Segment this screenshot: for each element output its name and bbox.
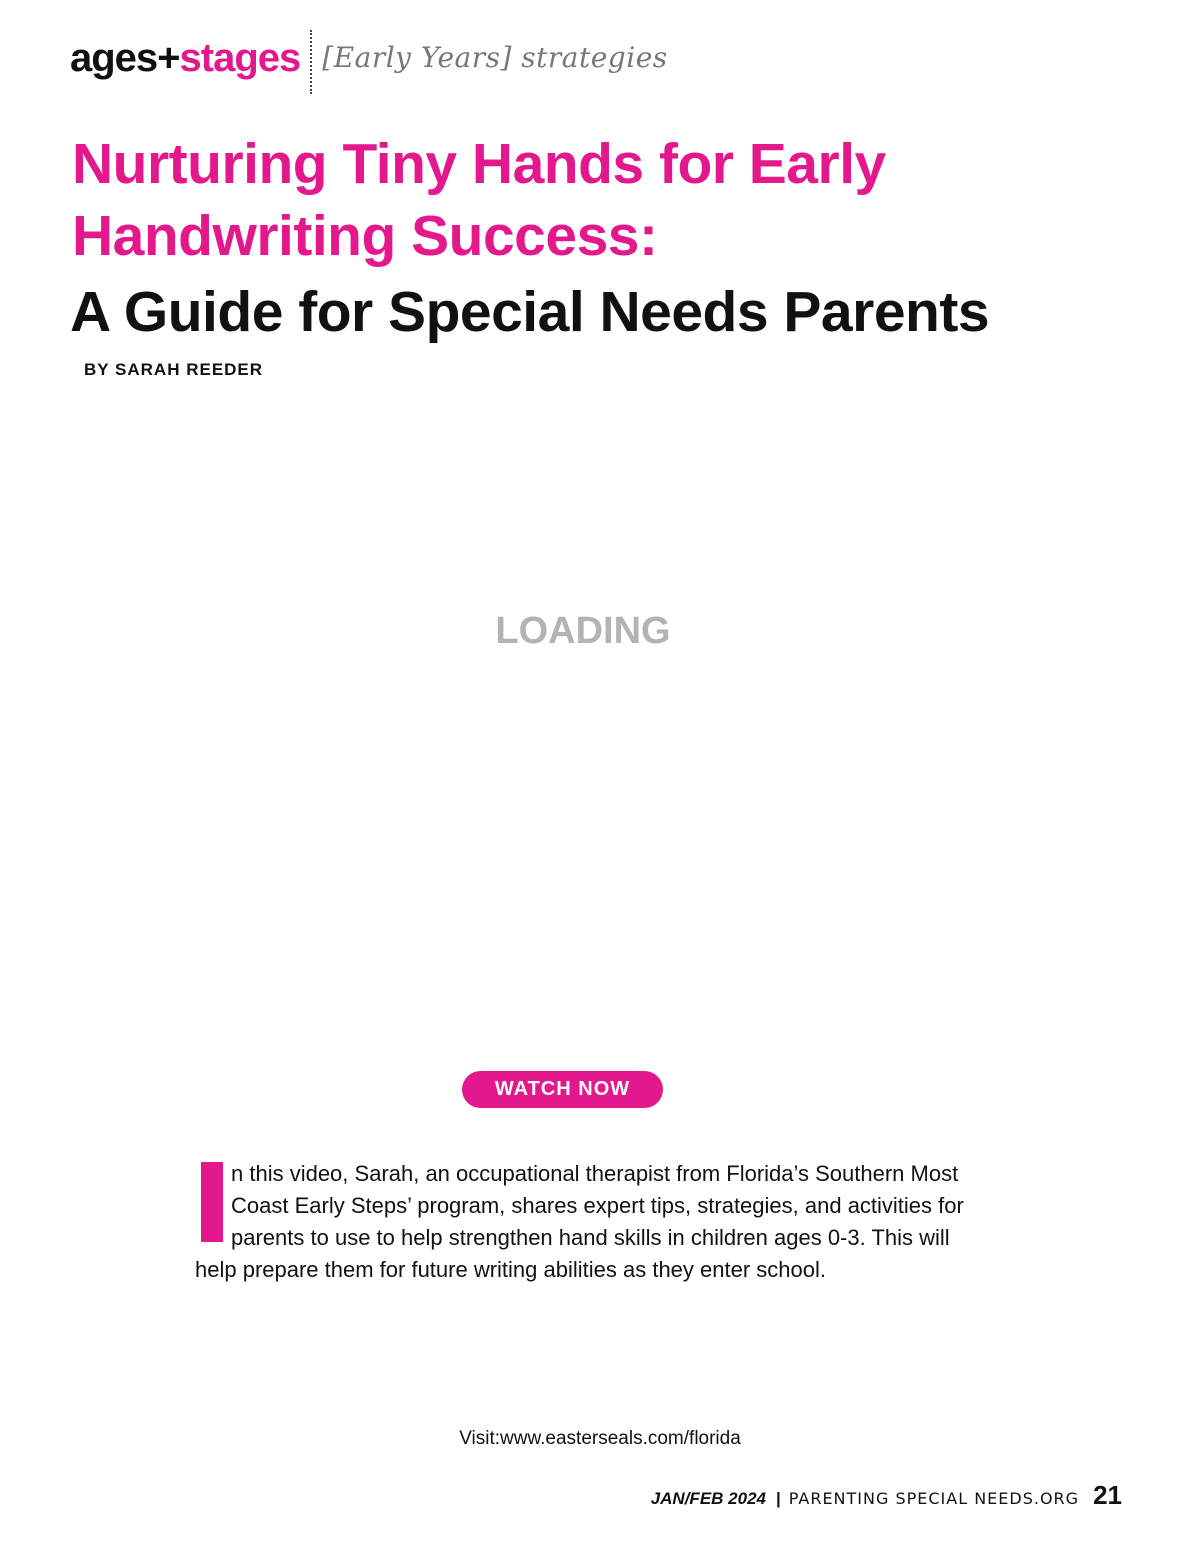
loading-indicator: LOADING: [495, 610, 671, 652]
brand-ages: ages: [70, 36, 158, 80]
drop-cap: [201, 1162, 223, 1242]
page-footer: [651, 1480, 1122, 1511]
page-number: 21: [1093, 1480, 1122, 1510]
publication-name: PARENTING SPECIAL NEEDS.ORG: [788, 1489, 1080, 1508]
article-title: Nurturing Tiny Hands for Early Handwriting Success:: [72, 132, 886, 268]
header-divider: [310, 30, 312, 94]
body-text: n this video, Sarah, an occupational therapist from Florida’s Southern Most Coast Early Steps’ program, shares expert tips, strategies, and activities for parents to use to help strengthen hand skills in children ages 0-3. This will help prepare them for future writing abilities as they enter school.: [195, 1161, 964, 1282]
article-subtitle: A Guide for Special Needs Parents: [70, 280, 990, 344]
brand-stages: stages: [179, 36, 301, 80]
byline: BY SARAH REEDER: [84, 360, 264, 379]
footer-separator: |: [775, 1489, 781, 1508]
issue-date: JAN/FEB 2024: [650, 1489, 766, 1508]
section-tagline: [Early Years] strategies: [322, 41, 668, 74]
article-body: [195, 1158, 965, 1286]
brand-plus: +: [157, 36, 180, 80]
video-player[interactable]: [196, 420, 970, 1040]
brand-logo: [70, 30, 300, 86]
section-header: [70, 30, 668, 94]
watch-now-button[interactable]: WATCH NOW: [462, 1071, 663, 1108]
visit-link[interactable]: Visit:www.easterseals.com/florida: [459, 1428, 741, 1449]
